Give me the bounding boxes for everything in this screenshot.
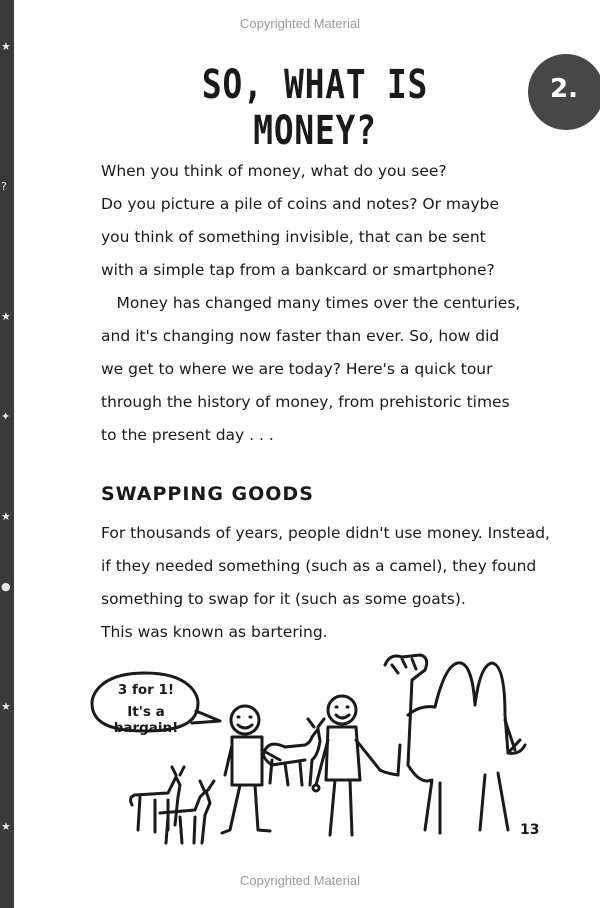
- speech-bubble-line: 3 for 1!: [117, 682, 175, 698]
- chapter-badge: [528, 54, 600, 130]
- goat-center: [264, 719, 324, 785]
- paragraph-line: with a simple tap from a bankcard or smartphone?: [101, 261, 495, 279]
- section-heading: SWAPPING GOODS: [101, 483, 314, 505]
- paragraph-line: Money has changed many times over the centuries,: [101, 294, 521, 312]
- star-icon: ★: [1, 40, 11, 53]
- chapter-number: 2.: [550, 74, 578, 104]
- page-title: SO, WHAT IS MONEY?: [201, 62, 429, 154]
- paragraph-line: something to swap for it (such as some goats).: [101, 590, 466, 608]
- paragraph-line: When you think of money, what do you see?: [101, 162, 447, 180]
- star-icon: ★: [1, 820, 11, 833]
- person-right: [313, 696, 380, 835]
- goats-group: [131, 767, 214, 843]
- bulb-icon: ✦: [1, 410, 11, 423]
- star-icon: ★: [1, 310, 11, 323]
- question-icon: ?: [1, 180, 7, 193]
- star-icon: ★: [1, 700, 11, 713]
- paragraph-line: to the present day . . .: [101, 426, 274, 444]
- page-number: 13: [520, 822, 540, 838]
- watermark-bottom: Copyrighted Material: [240, 873, 360, 888]
- watermark-top: Copyrighted Material: [240, 16, 360, 31]
- paragraph-line: you think of something invisible, that can be sent: [101, 228, 486, 246]
- paragraph-line: This was known as bartering.: [101, 623, 328, 641]
- star-icon: ★: [1, 510, 11, 523]
- paragraph-line: and it's changing now faster than ever. So, how did: [101, 327, 500, 345]
- coin-icon: ●: [1, 580, 11, 593]
- paragraph-line: through the history of money, from prehistoric times: [101, 393, 510, 411]
- decorative-side-strip: [0, 0, 14, 908]
- paragraph-line: Do you picture a pile of coins and notes? Or maybe: [101, 195, 500, 213]
- speech-bubble-line: It's a bargain!: [113, 704, 179, 736]
- camel: [380, 655, 525, 833]
- bartering-illustration: [80, 645, 530, 845]
- paragraph-line: we get to where we are today? Here's a quick tour: [101, 360, 493, 378]
- paragraph-line: if they needed something (such as a camel), they found: [101, 557, 537, 575]
- paragraph-line: For thousands of years, people didn't use money. Instead,: [101, 524, 550, 542]
